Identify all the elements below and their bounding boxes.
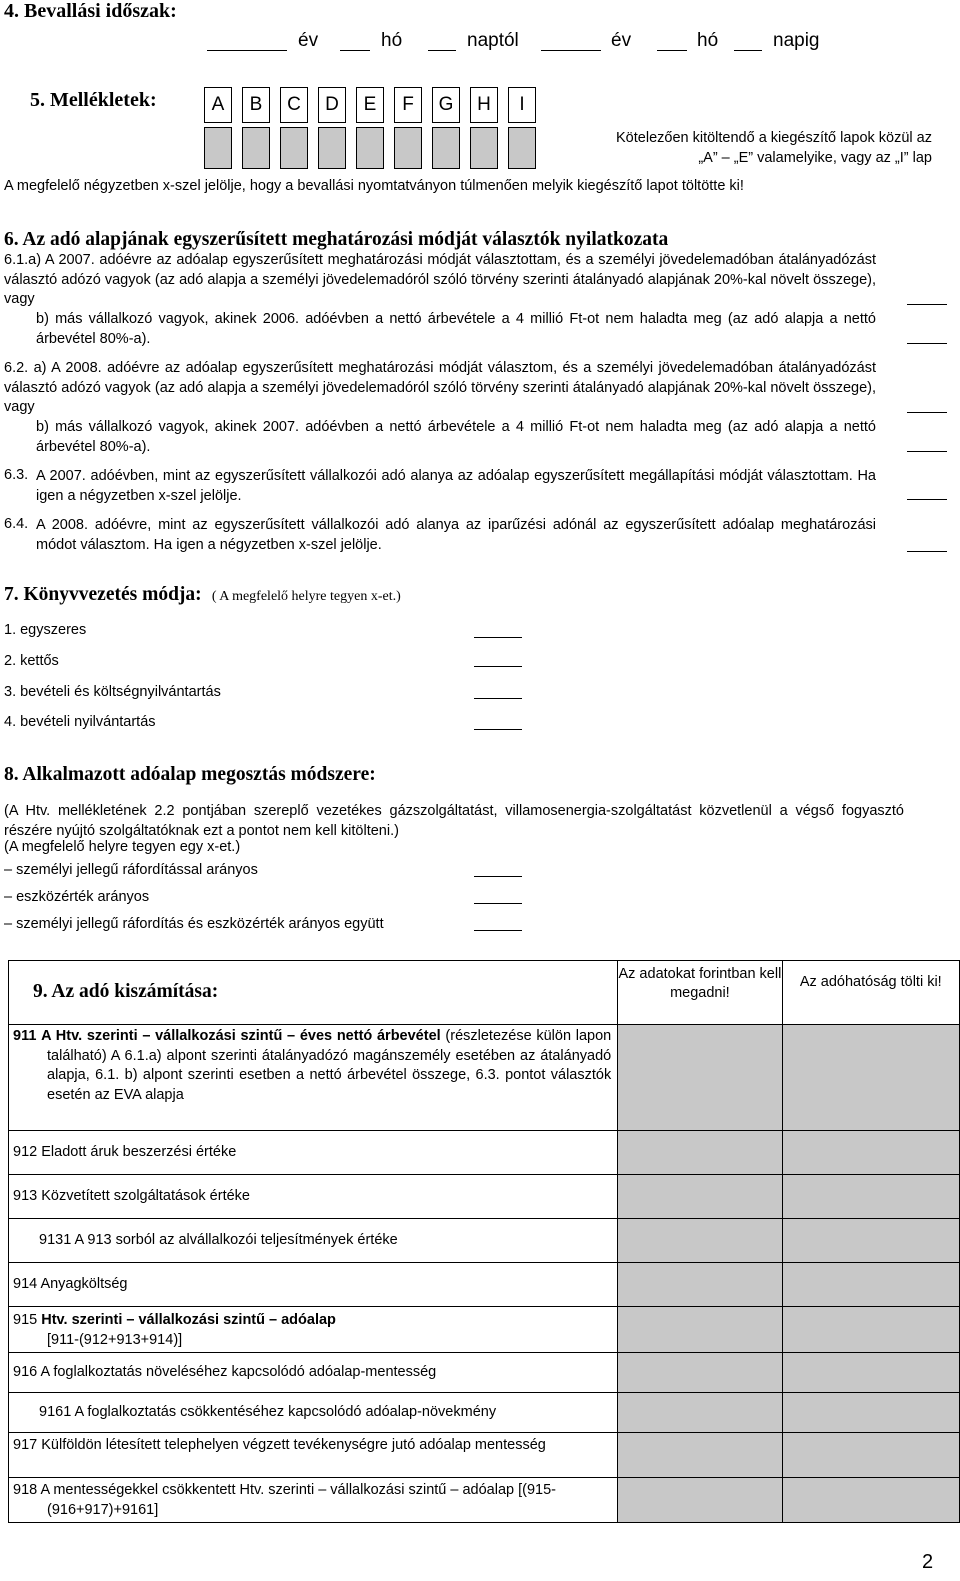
bookkeeping-option-1: 1. egyszeres	[4, 622, 87, 638]
section8-title: 8. Alkalmazott adóalap megosztás módszere:	[4, 764, 376, 785]
label-ev-1: év	[298, 30, 319, 51]
section6-title: 6. Az adó alapjának egyszerűsített meghatározási módját választók nyilatkozata	[4, 229, 669, 250]
p62-lead: 6.2. a) A 2008. adóévre az adóalap egyszerűsített meghatározási módját választom, és a személyi jövedelemadóban átalányadózást választó adózó vagyok (az adó alapja a személyi jövedelemadóról szóló törvény szerinti átalányadó alapjának 20%-kal növelt összege), vagy	[4, 360, 876, 416]
table-row	[9, 1175, 960, 1219]
table-row	[9, 1131, 960, 1175]
row-914-authority	[782, 1263, 959, 1307]
row-917-amount[interactable]	[618, 1433, 782, 1478]
bookkeeping-option-4: 4. bevételi nyilvántartás	[4, 714, 156, 730]
p62b-answer-field[interactable]	[907, 451, 947, 452]
table-row	[9, 1263, 960, 1307]
row-916-label	[9, 1353, 618, 1393]
row-912-text: Eladott áruk beszerzési értéke	[41, 1144, 237, 1160]
row-912-num: 912	[13, 1144, 38, 1160]
attachment-note-line1: Kötelezően kitöltendő a kiegészítő lapok közül az	[616, 130, 932, 146]
label-ho-1: hó	[381, 30, 403, 51]
attachment-letter-c: C	[280, 87, 308, 123]
split-option-2: – eszközérték arányos	[4, 889, 150, 905]
row-9161-amount[interactable]	[618, 1393, 782, 1433]
year-to-field[interactable]	[541, 50, 601, 51]
label-napig: napig	[773, 30, 820, 51]
section7-heading	[4, 584, 401, 606]
attachment-checkbox-e[interactable]	[356, 127, 384, 169]
col-header-authority: Az adóhatóság tölti ki!	[782, 961, 959, 1025]
attachment-letter-g: G	[432, 87, 460, 123]
attachment-letter-e: E	[356, 87, 384, 123]
p64-answer-field[interactable]	[907, 551, 947, 552]
section9-title-cell	[9, 961, 618, 1025]
attachment-note-line2: „A” – „E” valamelyike, vagy az „I” lap	[698, 150, 932, 166]
p64-number: 6.4.	[4, 516, 29, 532]
row-918-text: A mentességekkel csökkentett Htv. szerinti – vállalkozási szintű – adóalap [(915-(916+917)+9161]	[40, 1482, 556, 1518]
section8-instruction: (A megfelelő helyre tegyen egy x-et.)	[4, 839, 241, 855]
row-917-num: 917	[13, 1437, 38, 1453]
row-9161-num: 9161	[39, 1404, 72, 1420]
row-9131-text: A 913 sorból az alvállalkozói teljesítmények értéke	[74, 1232, 398, 1248]
label-ho-2: hó	[697, 30, 719, 51]
row-915-label	[9, 1307, 618, 1353]
row-915-num: 915	[13, 1312, 38, 1328]
table-row	[9, 1025, 960, 1131]
attachment-checkbox-d[interactable]	[318, 127, 346, 169]
row-912-authority	[782, 1131, 959, 1175]
month-from-field[interactable]	[340, 50, 370, 51]
row-917-authority	[782, 1433, 959, 1478]
month-to-field[interactable]	[657, 50, 687, 51]
attachment-checkbox-h[interactable]	[470, 127, 498, 169]
p61b-answer-field[interactable]	[907, 343, 947, 344]
row-916-text: A foglalkoztatás növeléséhez kapcsolódó adóalap-mentesség	[40, 1364, 437, 1380]
p63-number: 6.3.	[4, 467, 29, 483]
section5-title: 5. Mellékletek:	[30, 89, 157, 111]
p62a-answer-field[interactable]	[907, 412, 947, 413]
row-915-text: [911-(912+913+914)]	[47, 1331, 183, 1348]
row-911-title: A Htv. szerinti – vállalkozási szintű – éves nettó árbevétel	[41, 1028, 441, 1044]
attachment-letter-a: A	[204, 87, 232, 123]
section8-intro: (A Htv. mellékletének 2.2 pontjában szereplő vezetékes gázszolgáltatást, villamosenergia-szolgáltatást közvetlenül a végső fogyasztó részére nyújtó szolgáltatóknak ezt a pontot nem kell kitölteni.)	[4, 803, 904, 839]
attachment-letter-h: H	[470, 87, 498, 123]
row-916-amount[interactable]	[618, 1353, 782, 1393]
bookkeeping-option-2-field[interactable]	[474, 666, 522, 667]
attachment-checkbox-c[interactable]	[280, 127, 308, 169]
row-911-authority	[782, 1025, 959, 1131]
attachment-checkbox-a[interactable]	[204, 127, 232, 169]
row-917-label	[9, 1433, 618, 1478]
attachment-letter-b: B	[242, 87, 270, 123]
table-row	[9, 1433, 960, 1478]
row-912-label	[9, 1131, 618, 1175]
split-option-1: – személyi jellegű ráfordítással arányos	[4, 862, 258, 878]
attachment-checkbox-g[interactable]	[432, 127, 460, 169]
p61a-answer-field[interactable]	[907, 304, 947, 305]
row-918-label	[9, 1478, 618, 1523]
section4-title: 4. Bevallási időszak:	[4, 0, 177, 22]
section7-title: 7. Könyvvezetés módja:	[4, 584, 202, 605]
row-9131-amount[interactable]	[618, 1219, 782, 1263]
tax-calculation-table	[8, 960, 960, 1523]
row-914-num: 914	[13, 1276, 38, 1292]
split-option-2-field[interactable]	[474, 903, 522, 904]
attachment-letter-f: F	[394, 87, 422, 123]
p64-text: A 2008. adóévre, mint az egyszerűsített vállalkozói adó alanya az iparűzési adónál az egyszerűsített adóalap meghatározási módot választom. Ha igen a négyzetben x-szel jelölje.	[36, 517, 876, 553]
bookkeeping-option-1-field[interactable]	[474, 637, 522, 638]
row-913-text: Közvetített szolgáltatások értéke	[41, 1188, 250, 1204]
day-to-field[interactable]	[734, 50, 762, 51]
p61-b: b) más vállalkozó vagyok, akinek 2006. adóévben a nettó árbevétele a 4 millió Ft-ot nem haladta meg (az adó alapja a nettó árbevétel 80%-a).	[36, 311, 876, 347]
table-row	[9, 1219, 960, 1263]
row-912-amount[interactable]	[618, 1131, 782, 1175]
table-row	[9, 1393, 960, 1433]
label-naptol: naptól	[467, 30, 519, 51]
row-914-amount[interactable]	[618, 1263, 782, 1307]
p63-text: A 2007. adóévben, mint az egyszerűsített vállalkozói adó alanya az adóalap egyszerűsített megállapítási módját választottam. Ha igen a négyzetben x-szel jelölje.	[36, 468, 876, 504]
row-913-num: 913	[13, 1188, 38, 1204]
row-9131-authority	[782, 1219, 959, 1263]
row-9131-num: 9131	[39, 1232, 72, 1248]
page-number: 2	[922, 1551, 934, 1573]
table-row	[9, 1478, 960, 1523]
row-914-label	[9, 1263, 618, 1307]
day-from-field[interactable]	[428, 50, 456, 51]
row-9161-text: A foglalkoztatás csökkentéséhez kapcsolódó adóalap-növekmény	[74, 1404, 497, 1420]
attachment-checkbox-f[interactable]	[394, 127, 422, 169]
row-917-text: Külföldön létesített telephelyen végzett tevékenységre jutó adóalap mentesség	[41, 1437, 546, 1453]
row-9161-label	[9, 1393, 618, 1433]
attachment-letter-i: I	[508, 87, 536, 123]
row-911-amount[interactable]	[618, 1025, 782, 1131]
year-from-field[interactable]	[207, 50, 287, 51]
row-918-amount[interactable]	[618, 1478, 782, 1523]
row-918-num: 918	[13, 1482, 38, 1498]
label-ev-2: év	[611, 30, 632, 51]
row-911-label	[9, 1025, 618, 1131]
row-915-authority	[782, 1307, 959, 1353]
row-913-label	[9, 1175, 618, 1219]
section9-title: 9. Az adó kiszámítása:	[33, 980, 219, 1002]
row-915-amount[interactable]	[618, 1307, 782, 1353]
bookkeeping-option-3-field[interactable]	[474, 698, 522, 699]
row-911-num: 911	[13, 1028, 37, 1044]
bookkeeping-option-4-field[interactable]	[474, 729, 522, 730]
split-option-3: – személyi jellegű ráfordítás és eszközérték arányos együtt	[4, 916, 384, 932]
row-918-authority	[782, 1478, 959, 1523]
p61-lead: 6.1.a) A 2007. adóévre az adóalap egyszerűsített meghatározási módját választottam, és a személyi jövedelemadóban átalányadózást választó adózó vagyok (az adó alapja a személyi jövedelemadóról szóló törvény szerinti átalányadó alapjának 20%-kal növelt összege), vagy	[4, 252, 876, 308]
row-913-amount[interactable]	[618, 1175, 782, 1219]
attachment-letter-d: D	[318, 87, 346, 123]
bookkeeping-option-2: 2. kettős	[4, 653, 59, 669]
split-option-3-field[interactable]	[474, 930, 522, 931]
row-9131-label	[9, 1219, 618, 1263]
table-row	[9, 1307, 960, 1353]
row-916-authority	[782, 1353, 959, 1393]
row-913-authority	[782, 1175, 959, 1219]
attachment-checkbox-b[interactable]	[242, 127, 270, 169]
attachment-instruction: A megfelelő négyzetben x-szel jelölje, hogy a bevallási nyomtatványon túlmenően melyik kiegészítő lapot töltötte ki!	[4, 178, 744, 194]
col-header-amount: Az adatokat forintban kell megadni!	[618, 961, 782, 1025]
table-header-row	[9, 961, 960, 1025]
row-914-text: Anyagköltség	[40, 1276, 128, 1292]
row-911-text: (részletezése külön lapon található) A 6.1.a) alpont szerinti átalányadózó magánszemély esetében az átalányadó alapja, 6.1. b) alpont szerinti esetben a nettó árbevétel összege, 6.3. pontot választók esetén az EVA alapja	[47, 1028, 612, 1103]
section7-subtitle: ( A megfelelő helyre tegyen x-et.)	[211, 589, 401, 604]
bookkeeping-option-3: 3. bevételi és költségnyilvántartás	[4, 684, 221, 700]
attachment-checkbox-i[interactable]	[508, 127, 536, 169]
split-option-1-field[interactable]	[474, 876, 522, 877]
row-916-num: 916	[13, 1364, 38, 1380]
p63-answer-field[interactable]	[907, 499, 947, 500]
p62-b: b) más vállalkozó vagyok, akinek 2007. adóévben a nettó árbevétele a 4 millió Ft-ot nem haladta meg (az adó alapja a nettó árbevétel 80%-a).	[36, 419, 876, 455]
row-9161-authority	[782, 1393, 959, 1433]
row-915-title: Htv. szerinti – vállalkozási szintű – adóalap	[41, 1312, 336, 1328]
table-row	[9, 1353, 960, 1393]
